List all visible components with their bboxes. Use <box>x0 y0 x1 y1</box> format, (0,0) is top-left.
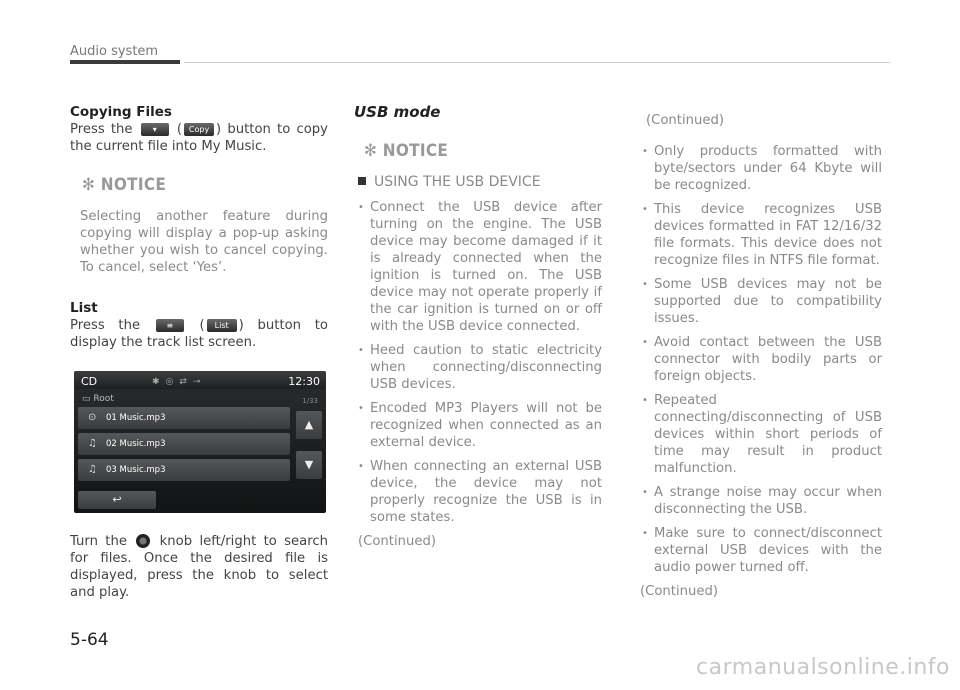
section-header-bar <box>70 60 180 64</box>
notice-text: Selecting another feature during copying will display a pop-up asking whether you wish to cancel copying. To cancel, select ‘Yes’. <box>80 209 328 275</box>
music-note-icon: ♫ <box>88 438 97 449</box>
copy-button-icon: Copy <box>184 123 214 136</box>
column-right <box>636 112 882 600</box>
copying-text-post: button to copy the current file into My Music. <box>70 122 328 154</box>
screen-track-label: 01 Music.mp3 <box>106 413 166 423</box>
watermark: carmanualsonline.info <box>696 655 950 680</box>
continued-label: (Continued) <box>358 534 436 549</box>
list-item: • A strange noise may occur when disconnecting the USB. <box>636 484 882 518</box>
list-item: • Only products formatted with byte/sectors under 64 Kbyte will be recognized. <box>636 143 882 194</box>
column-left <box>70 104 328 601</box>
knob-icon <box>136 534 150 548</box>
list-menu-icon: ≡ <box>156 319 184 332</box>
list-text-post: button to display the track list screen. <box>70 318 328 350</box>
turn-knob-text <box>70 533 328 601</box>
continued-label: (Continued) <box>640 584 718 599</box>
notice-heading: ✻ NOTICE <box>82 175 167 195</box>
back-arrow-icon[interactable]: ↩ <box>78 491 156 509</box>
square-bullet-icon <box>358 177 366 185</box>
usb-notice-list-continued <box>636 143 882 576</box>
music-note-icon: ♫ <box>88 464 97 475</box>
copying-files-title: Copying Files <box>70 104 172 120</box>
list-item: • When connecting an external USB device, the device may not properly recognize the USB is in some states. <box>352 458 602 526</box>
list-item: • This device recognizes USB devices formatted in FAT 12/16/32 file formats. This device does not recognize files in NTFS file format. <box>636 201 882 269</box>
screen-track-label: 02 Music.mp3 <box>106 439 166 449</box>
list-item: • Make sure to connect/disconnect external USB devices with the audio power turned off. <box>636 525 882 576</box>
screen-status-icons: ✱◎⇄⊸ <box>152 377 207 387</box>
screen-folder <box>82 391 114 408</box>
copying-files-text: Press the ▾ ( Copy ) button to copy the current file into My Music. <box>70 122 328 154</box>
list-title: List <box>70 300 98 316</box>
section-header-text: Audio system <box>70 44 159 59</box>
screen-source-label: CD <box>81 375 98 388</box>
folder-icon: ▭ <box>82 394 91 404</box>
usb-mode-title: USB mode <box>354 103 441 121</box>
screen-clock: 12:30 <box>288 375 320 388</box>
scroll-up-icon[interactable]: ▲ <box>296 411 322 439</box>
list-text: Press the ≡ ( List ) button to display the track list screen. <box>70 318 328 350</box>
list-item: • Heed caution to static electricity when connecting/disconnecting USB devices. <box>352 342 602 393</box>
list-item: • Encoded MP3 Players will not be recognized when connected as an external device. <box>352 400 602 451</box>
column-middle <box>352 104 602 550</box>
turn-text-pre: Turn the <box>70 534 127 549</box>
continued-label: (Continued) <box>646 113 724 128</box>
usb-notice-list <box>352 199 602 526</box>
list-item: • Repeated connecting/disconnecting of USB devices within short periods of time may result in product malfunction. <box>636 392 882 477</box>
screen-folder-label: Root <box>93 394 114 404</box>
copying-text-pre: Press the <box>70 122 133 137</box>
scroll-down-icon[interactable]: ▼ <box>296 451 322 479</box>
page-number: 5-64 <box>70 630 109 650</box>
screen-track-row[interactable] <box>78 433 290 455</box>
screen-track-row[interactable] <box>78 459 290 481</box>
track-list-screenshot <box>74 371 326 513</box>
screen-track-label: 03 Music.mp3 <box>106 465 166 475</box>
notice-heading: ✻ NOTICE <box>364 141 449 161</box>
turn-text-post: knob left/right to search for files. Once the desired file is displayed, press the knob to select and play. <box>70 534 328 600</box>
screen-track-count: 1/33 <box>302 397 318 405</box>
usb-subheading-text: USING THE USB DEVICE <box>374 174 541 190</box>
list-item: • Some USB devices may not be supported due to compatibility issues. <box>636 276 882 327</box>
list-button-icon: List <box>207 319 237 332</box>
list-text-pre: Press the <box>70 318 141 333</box>
usb-subheading <box>358 174 602 191</box>
usb-save-icon: ▾ <box>141 123 169 136</box>
screen-track-row[interactable] <box>78 407 290 429</box>
play-icon: ⊙ <box>88 412 97 423</box>
section-header-rule <box>184 62 890 63</box>
list-item: • Connect the USB device after turning on the engine. The USB device may become damaged if it is already connected when the ignition is turned on. The USB device may not operate properly if the car ignition is turned on or off with the USB device connected. <box>352 199 602 335</box>
list-item: • Avoid contact between the USB connector with bodily parts or foreign objects. <box>636 334 882 385</box>
